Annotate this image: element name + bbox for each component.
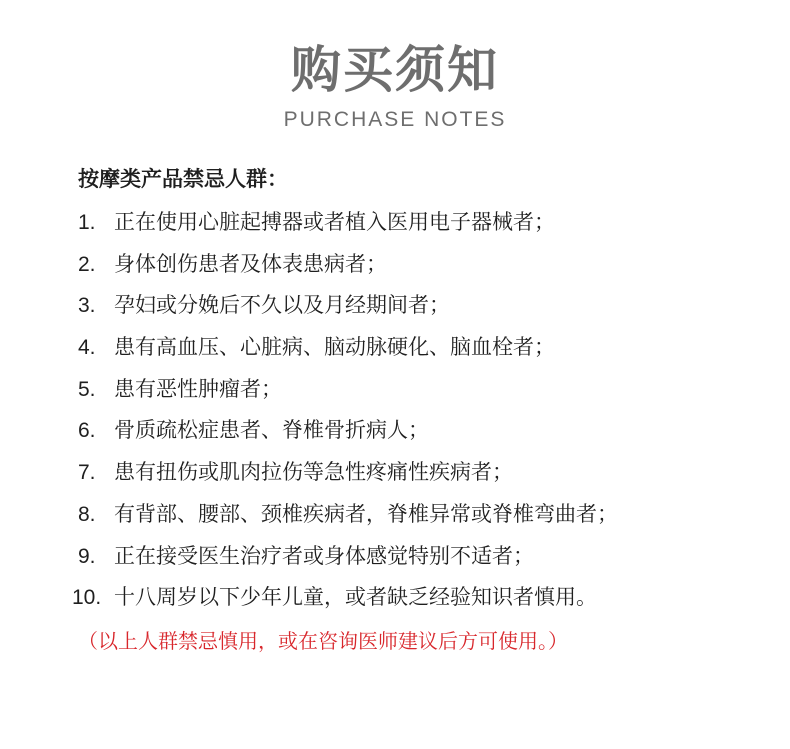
page-title: 购买须知	[291, 41, 499, 99]
note-item	[78, 285, 768, 327]
note-number: 10.	[72, 586, 102, 610]
page-subtitle: PURCHASE NOTES	[283, 108, 507, 131]
note-number: 9.	[78, 544, 96, 568]
note-number: 3.	[78, 294, 96, 318]
note-text: 有背部、腰部、颈椎疾病者，脊椎异常或脊椎弯曲者；	[114, 501, 618, 526]
note-item	[78, 494, 768, 536]
notes-content	[72, 160, 768, 661]
notes-list	[72, 202, 768, 619]
warning-disclaimer: （以上人群禁忌慎用，或在咨询医师建议后方可使用。）	[78, 628, 568, 653]
note-text: 患有扭伤或肌肉拉伤等急性疼痛性疾病者；	[114, 460, 513, 485]
header	[0, 40, 790, 134]
note-number: 1.	[78, 211, 96, 234]
note-text: 十八周岁以下少年儿童，或者缺乏经验知识者慎用。	[114, 585, 597, 610]
note-number: 8.	[78, 502, 96, 526]
note-text: 骨质疏松症患者、脊椎骨折病人；	[114, 418, 429, 443]
note-item	[78, 244, 768, 286]
note-item	[78, 452, 768, 494]
note-item	[78, 369, 768, 411]
note-item	[78, 536, 768, 578]
note-item	[78, 410, 768, 452]
note-text: 孕妇或分娩后不久以及月经期间者；	[114, 293, 450, 318]
note-number: 7.	[78, 461, 96, 485]
note-number: 5.	[78, 377, 96, 401]
note-number: 4.	[78, 336, 96, 360]
note-text: 患有高血压、心脏病、脑动脉硬化、脑血栓者；	[114, 335, 555, 360]
note-item	[72, 577, 768, 619]
note-number: 2.	[78, 252, 96, 276]
note-item	[78, 202, 768, 244]
note-text: 正在使用心脏起搏器或者植入医用电子器械者；	[114, 210, 555, 234]
note-number: 6.	[78, 419, 96, 443]
note-text: 身体创伤患者及体表患病者；	[114, 251, 387, 276]
note-text: 正在接受医生治疗者或身体感觉特别不适者；	[114, 543, 534, 568]
note-item	[78, 327, 768, 369]
section-heading: 按摩类产品禁忌人群：	[78, 167, 288, 191]
note-text: 患有恶性肿瘤者；	[114, 376, 282, 401]
